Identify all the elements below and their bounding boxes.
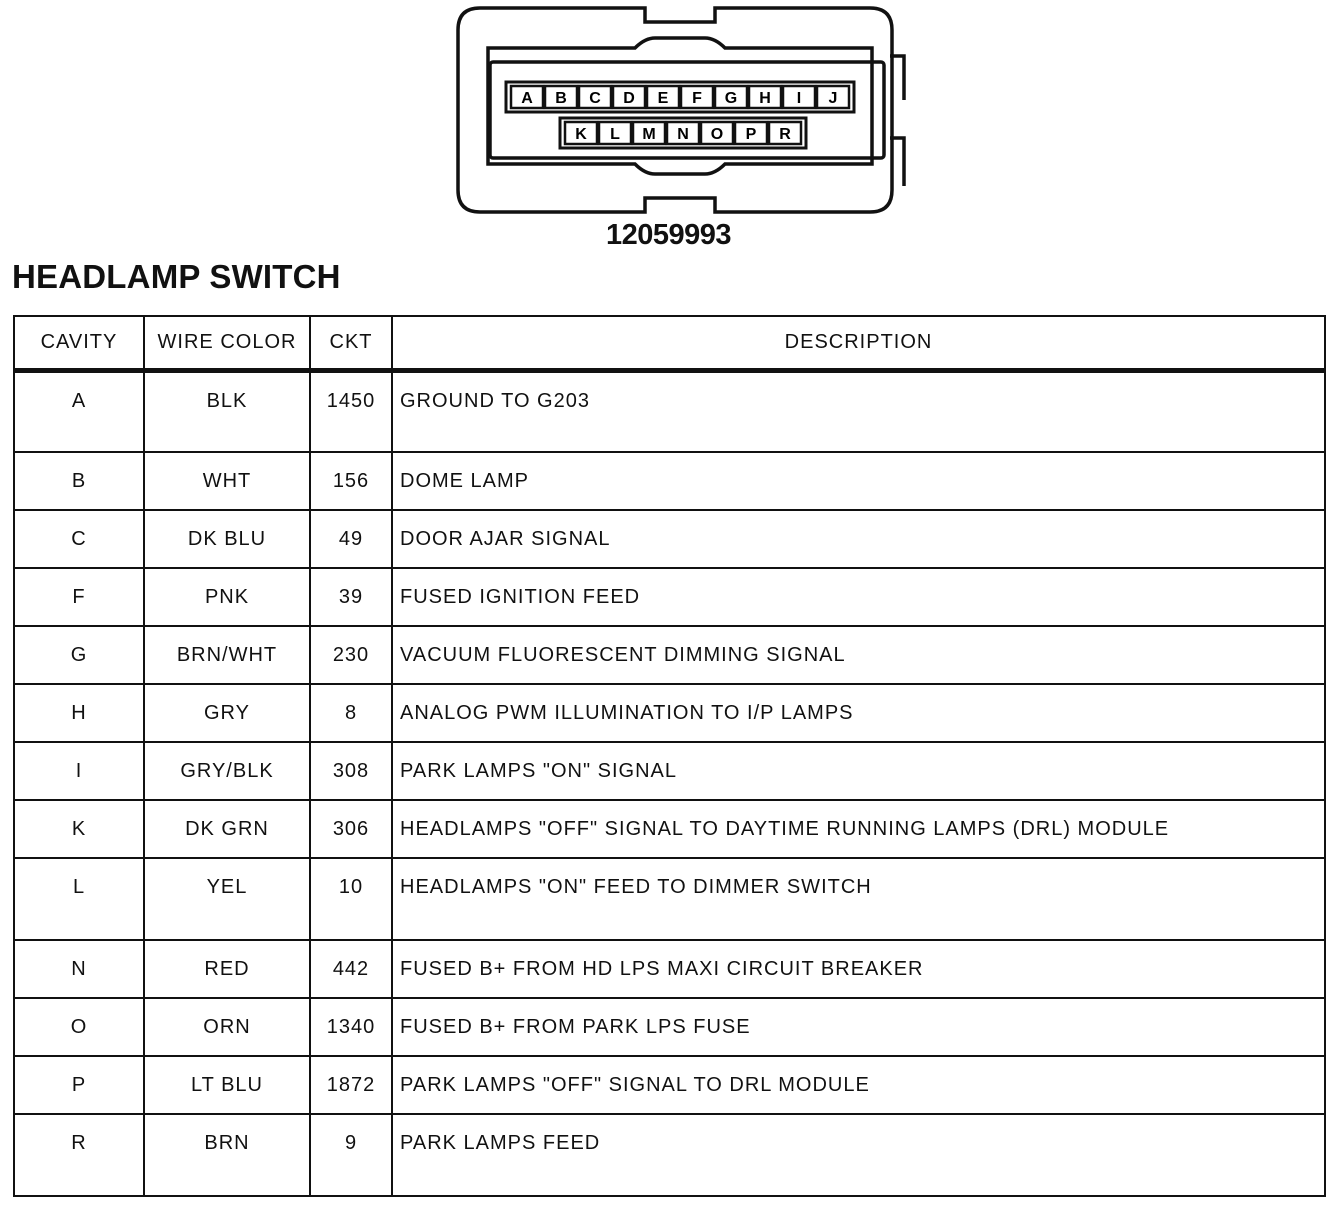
cavity-label: R <box>779 126 791 143</box>
header-wire-color: WIRE COLOR <box>144 316 310 370</box>
cavity-label: B <box>555 90 567 107</box>
table-row <box>14 858 1325 940</box>
cavity-cell: G <box>14 626 144 684</box>
cavity-label: J <box>828 90 838 107</box>
table-row <box>14 940 1325 998</box>
ckt-cell: 442 <box>310 940 392 998</box>
description-cell: DOOR AJAR SIGNAL <box>392 510 1325 568</box>
description-cell: PARK LAMPS FEED <box>392 1114 1325 1196</box>
description-cell: DOME LAMP <box>392 452 1325 510</box>
cavity-label: N <box>677 126 689 143</box>
cavity-cell: O <box>14 998 144 1056</box>
cavity-label: E <box>657 90 669 107</box>
cavity-label: O <box>710 126 724 143</box>
connector-part-number: 12059993 <box>606 219 732 251</box>
cavity-cell: B <box>14 452 144 510</box>
ckt-cell: 49 <box>310 510 392 568</box>
cavity-label: C <box>589 90 601 107</box>
wire-color-cell: ORN <box>144 998 310 1056</box>
table-row <box>14 626 1325 684</box>
wire-color-cell: DK BLU <box>144 510 310 568</box>
wire-color-cell: DK GRN <box>144 800 310 858</box>
table-row <box>14 684 1325 742</box>
connector-diagram <box>440 0 920 222</box>
description-cell: HEADLAMPS "OFF" SIGNAL TO DAYTIME RUNNING LAMPS (DRL) MODULE <box>392 800 1325 858</box>
description-cell: PARK LAMPS "OFF" SIGNAL TO DRL MODULE <box>392 1056 1325 1114</box>
ckt-cell: 39 <box>310 568 392 626</box>
table-row <box>14 1114 1325 1196</box>
table-row <box>14 1056 1325 1114</box>
wire-color-cell: BLK <box>144 370 310 452</box>
header-ckt: CKT <box>310 316 392 370</box>
wire-color-cell: BRN/WHT <box>144 626 310 684</box>
cavity-cell: K <box>14 800 144 858</box>
wire-color-cell: LT BLU <box>144 1056 310 1114</box>
wire-color-cell: GRY <box>144 684 310 742</box>
cavity-label: G <box>724 90 738 107</box>
description-cell: FUSED B+ FROM HD LPS MAXI CIRCUIT BREAKER <box>392 940 1325 998</box>
cavity-cell: C <box>14 510 144 568</box>
wire-color-cell: RED <box>144 940 310 998</box>
table-row <box>14 742 1325 800</box>
cavity-label: A <box>521 90 533 107</box>
page-title: HEADLAMP SWITCH <box>12 258 341 295</box>
cavity-label: H <box>759 90 771 107</box>
wire-color-cell: GRY/BLK <box>144 742 310 800</box>
cavity-cell: I <box>14 742 144 800</box>
ckt-cell: 1450 <box>310 370 392 452</box>
ckt-cell: 10 <box>310 858 392 940</box>
cavity-row-bottom <box>560 118 806 148</box>
ckt-cell: 308 <box>310 742 392 800</box>
cavity-cell: N <box>14 940 144 998</box>
header-cavity: CAVITY <box>14 316 144 370</box>
header-description: DESCRIPTION <box>392 316 1325 370</box>
ckt-cell: 156 <box>310 452 392 510</box>
ckt-cell: 1872 <box>310 1056 392 1114</box>
table-row <box>14 510 1325 568</box>
cavity-cell: P <box>14 1056 144 1114</box>
ckt-cell: 8 <box>310 684 392 742</box>
table-header-row <box>14 316 1325 370</box>
description-cell: ANALOG PWM ILLUMINATION TO I/P LAMPS <box>392 684 1325 742</box>
table-row <box>14 370 1325 452</box>
table-row <box>14 568 1325 626</box>
ckt-cell: 9 <box>310 1114 392 1196</box>
cavity-row-top <box>506 82 854 112</box>
description-cell: VACUUM FLUORESCENT DIMMING SIGNAL <box>392 626 1325 684</box>
description-cell: PARK LAMPS "ON" SIGNAL <box>392 742 1325 800</box>
cavity-label: K <box>575 126 587 143</box>
description-cell: FUSED B+ FROM PARK LPS FUSE <box>392 998 1325 1056</box>
cavity-label: D <box>623 90 635 107</box>
cavity-label: I <box>796 90 802 107</box>
pinout-table <box>13 315 1326 1197</box>
cavity-label: M <box>642 126 656 143</box>
ckt-cell: 306 <box>310 800 392 858</box>
wire-color-cell: WHT <box>144 452 310 510</box>
wire-color-cell: PNK <box>144 568 310 626</box>
table-row <box>14 998 1325 1056</box>
table-row <box>14 800 1325 858</box>
cavity-cell: H <box>14 684 144 742</box>
wire-color-cell: BRN <box>144 1114 310 1196</box>
table-row <box>14 452 1325 510</box>
cavity-label: F <box>692 90 702 107</box>
description-cell: HEADLAMPS "ON" FEED TO DIMMER SWITCH <box>392 858 1325 940</box>
cavity-label: P <box>745 126 757 143</box>
wire-color-cell: YEL <box>144 858 310 940</box>
cavity-cell: A <box>14 370 144 452</box>
description-cell: FUSED IGNITION FEED <box>392 568 1325 626</box>
cavity-label: L <box>610 126 620 143</box>
table-body <box>14 370 1325 1196</box>
cavity-cell: F <box>14 568 144 626</box>
ckt-cell: 1340 <box>310 998 392 1056</box>
cavity-cell: L <box>14 858 144 940</box>
ckt-cell: 230 <box>310 626 392 684</box>
description-cell: GROUND TO G203 <box>392 370 1325 452</box>
cavity-cell: R <box>14 1114 144 1196</box>
